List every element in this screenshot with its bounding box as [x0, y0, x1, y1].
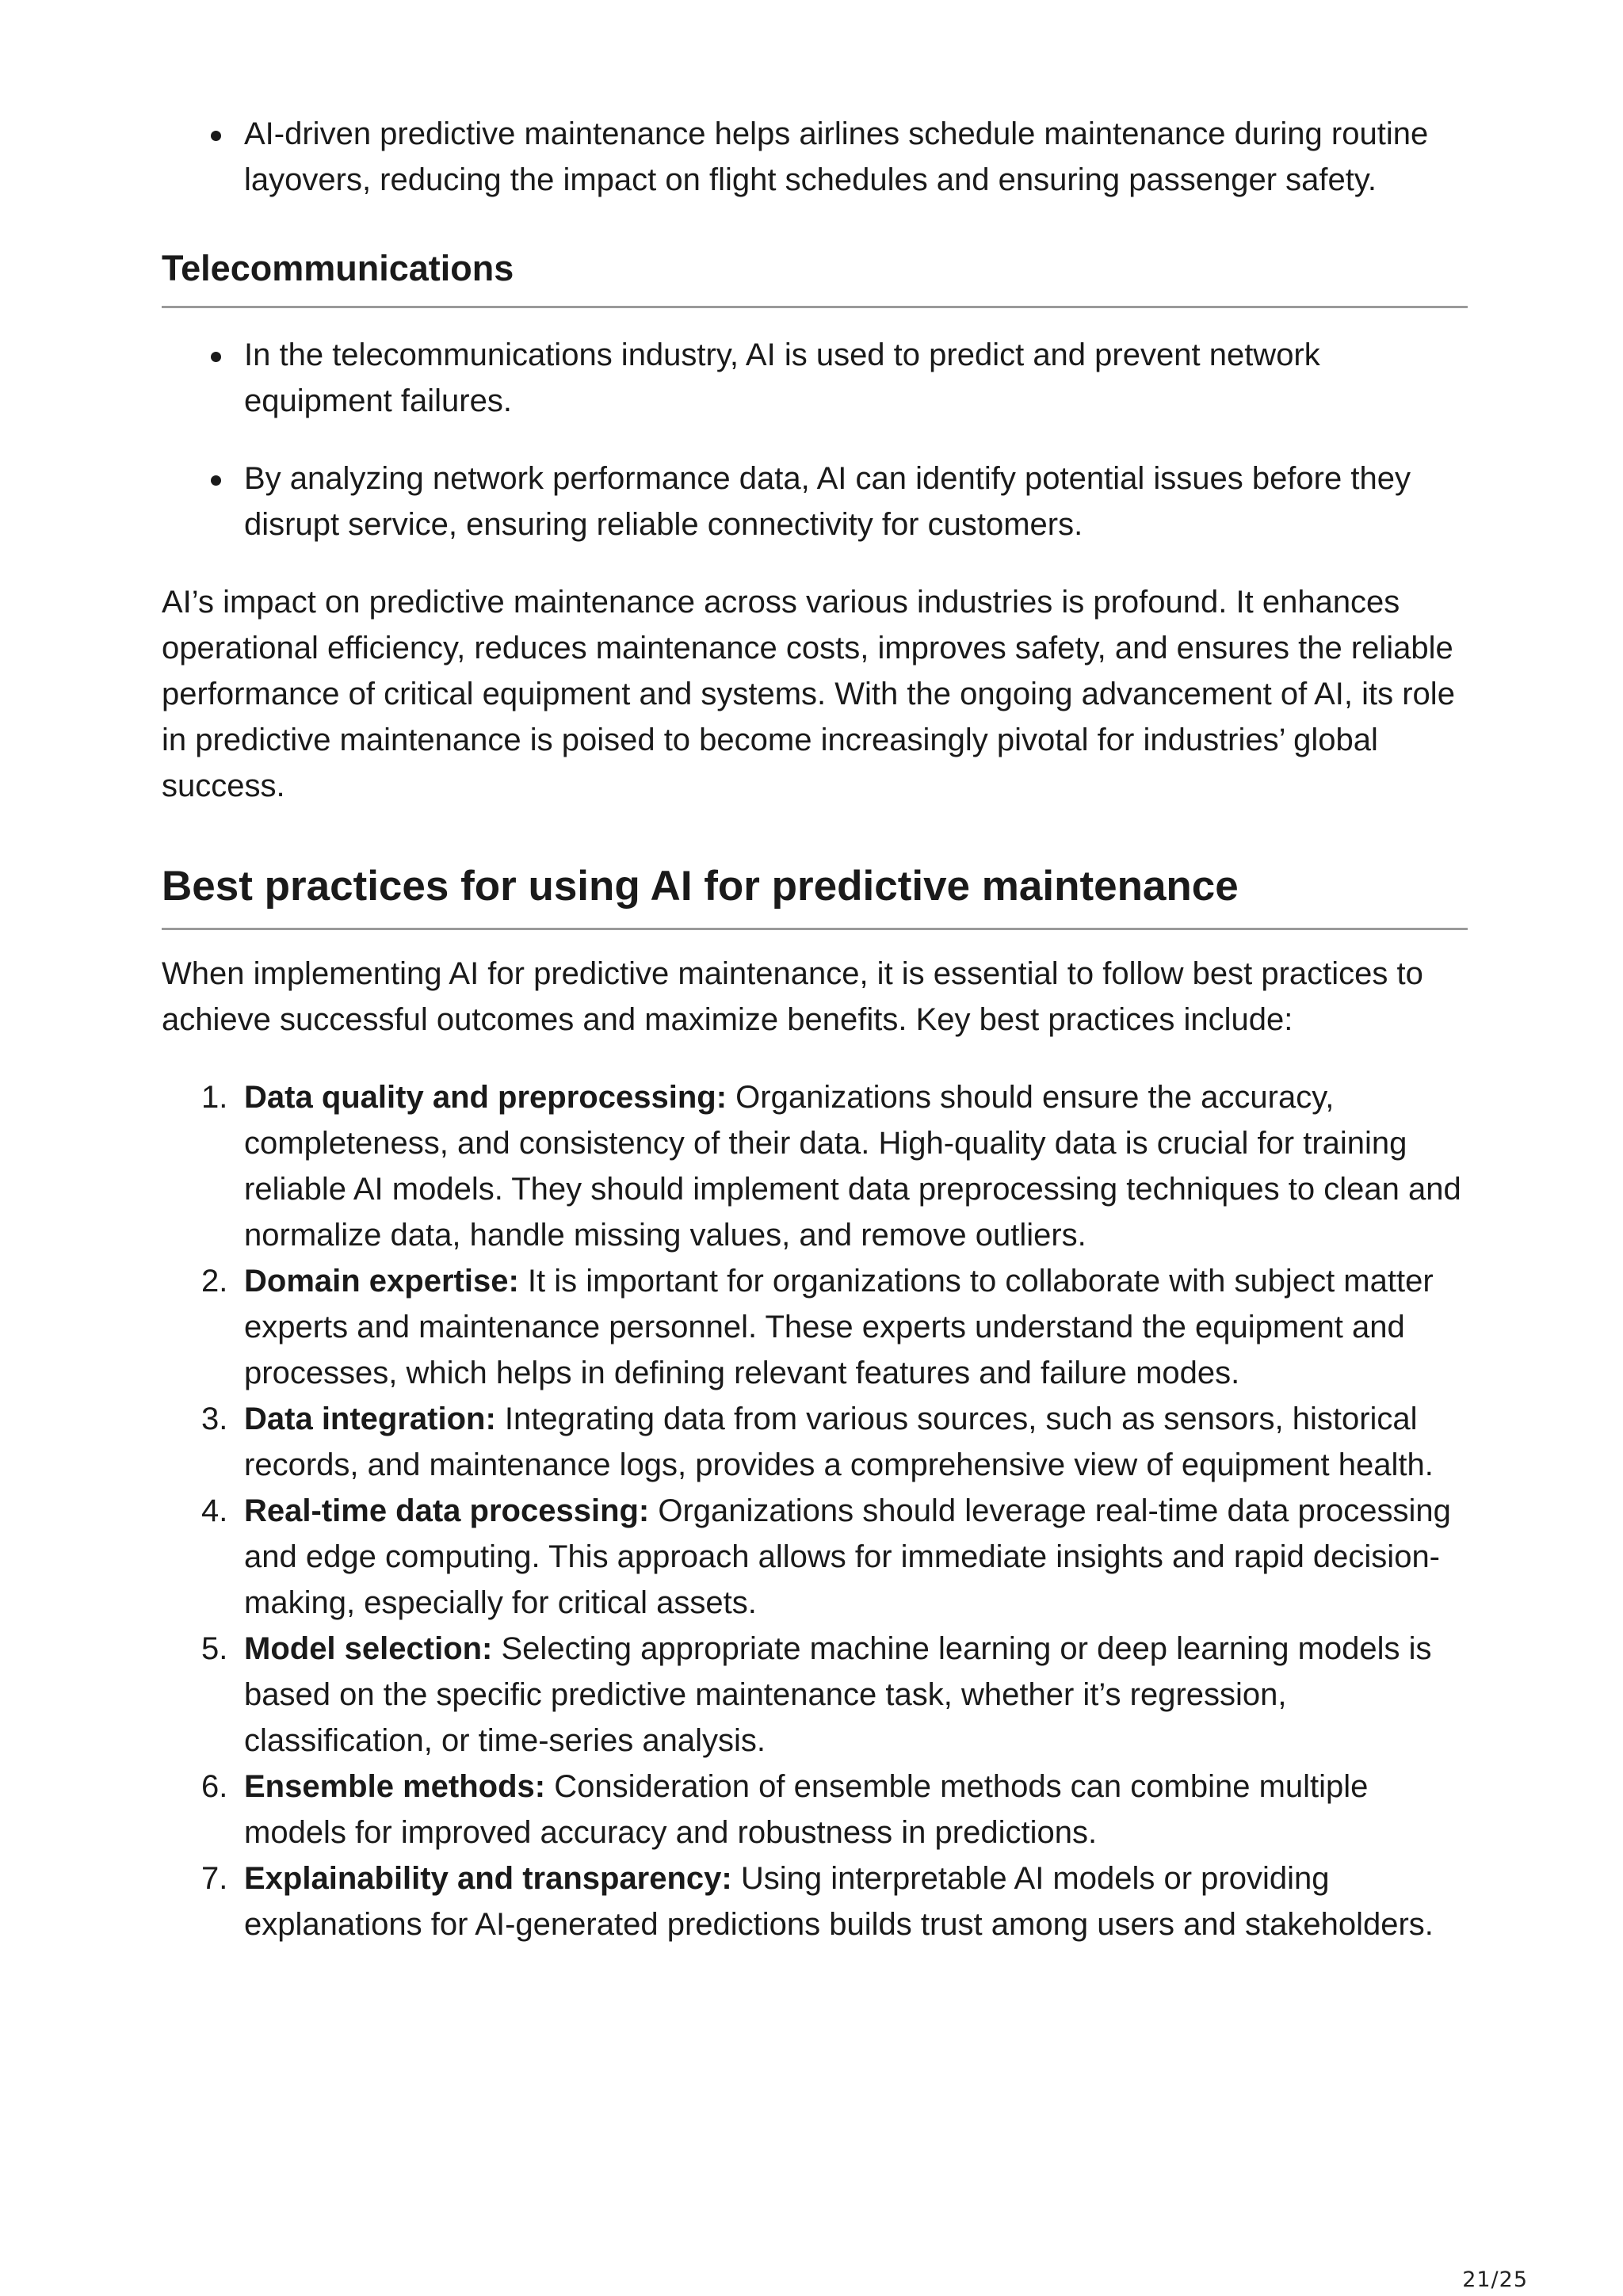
list-item — [162, 1396, 1468, 1488]
list-item-title: Domain expertise: — [244, 1264, 519, 1299]
list-number: 6. — [201, 1769, 228, 1804]
list-item: By analyzing network performance data, AI can identify potential issues before they disrupt service, ensuring reliable connectivity for customers. — [162, 456, 1468, 547]
list-item — [162, 1855, 1468, 1947]
section-heading-best-practices: Best practices for using AI for predictive maintenance — [162, 858, 1468, 930]
list-item-text: Consideration of ensemble methods can combine multiple models for improved accuracy and robustness in predictions. — [244, 1769, 1369, 1850]
list-item-text: Organizations should ensure the accuracy, completeness, and consistency of their data. High-quality data is crucial for training reliable AI models. They should implement data preprocessing techniques to clean and normalize data, handle missing values, and remove outliers. — [244, 1080, 1461, 1253]
list-number: 4. — [201, 1493, 228, 1528]
list-item-title: Data integration: — [244, 1402, 496, 1436]
list-number: 7. — [201, 1861, 228, 1896]
list-item-title: Data quality and preprocessing: — [244, 1080, 727, 1115]
list-item-title: Model selection: — [244, 1631, 493, 1666]
list-item-text: Integrating data from various sources, such as sensors, historical records, and maintenance logs, provides a comprehensive view of equipment health. — [244, 1402, 1434, 1482]
list-item-title: Ensemble methods: — [244, 1769, 546, 1804]
list-item-text: It is important for organizations to collaborate with subject matter experts and maintenance personnel. These experts understand the equipment and processes, which helps in defining relevant features and failure modes. — [244, 1264, 1434, 1390]
list-item-text: Selecting appropriate machine learning or deep learning models is based on the specific predictive maintenance task, whether it’s regression, classification, or time-series analysis. — [244, 1631, 1432, 1758]
list-number: 3. — [201, 1402, 228, 1436]
document-page — [162, 111, 1468, 1947]
page-number: 21/25 — [1462, 2267, 1528, 2292]
list-item — [162, 1626, 1468, 1764]
list-item: AI-driven predictive maintenance helps airlines schedule maintenance during routine layovers, reducing the impact on flight schedules and ensuring passenger safety. — [162, 111, 1468, 203]
list-item-text: Using interpretable AI models or providing explanations for AI-generated predictions builds trust among users and stakeholders. — [244, 1861, 1434, 1942]
best-practices-list — [162, 1074, 1468, 1947]
section-heading-telecommunications: Telecommunications — [162, 244, 1468, 308]
list-item-text: Organizations should leverage real-time data processing and edge computing. This approach allows for immediate insights and rapid decision-making, especially for critical assets. — [244, 1493, 1451, 1620]
telecom-bullet-list — [162, 332, 1468, 547]
list-item — [162, 1764, 1468, 1855]
list-item — [162, 1488, 1468, 1626]
list-number: 2. — [201, 1264, 228, 1299]
best-practices-intro: When implementing AI for predictive maintenance, it is essential to follow best practices to achieve successful outcomes and maximize benefits. Key best practices include: — [162, 956, 1423, 1037]
list-item-title: Real-time data processing: — [244, 1493, 650, 1528]
list-number: 5. — [201, 1631, 228, 1666]
list-item: In the telecommunications industry, AI is used to predict and prevent network equipment failures. — [162, 332, 1468, 424]
list-number: 1. — [201, 1080, 228, 1115]
summary-paragraph: AI’s impact on predictive maintenance across various industries is profound. It enhances operational efficiency, reduces maintenance costs, improves safety, and ensures the reliable performance of critical equipment and systems. With the ongoing advancement of AI, its role in predictive maintenance is poised to become increasingly pivotal for industries’ global success. — [162, 585, 1455, 803]
list-item — [162, 1074, 1468, 1258]
list-item — [162, 1258, 1468, 1396]
intro-bullet-list — [162, 111, 1468, 203]
list-item-title: Explainability and transparency: — [244, 1861, 732, 1896]
